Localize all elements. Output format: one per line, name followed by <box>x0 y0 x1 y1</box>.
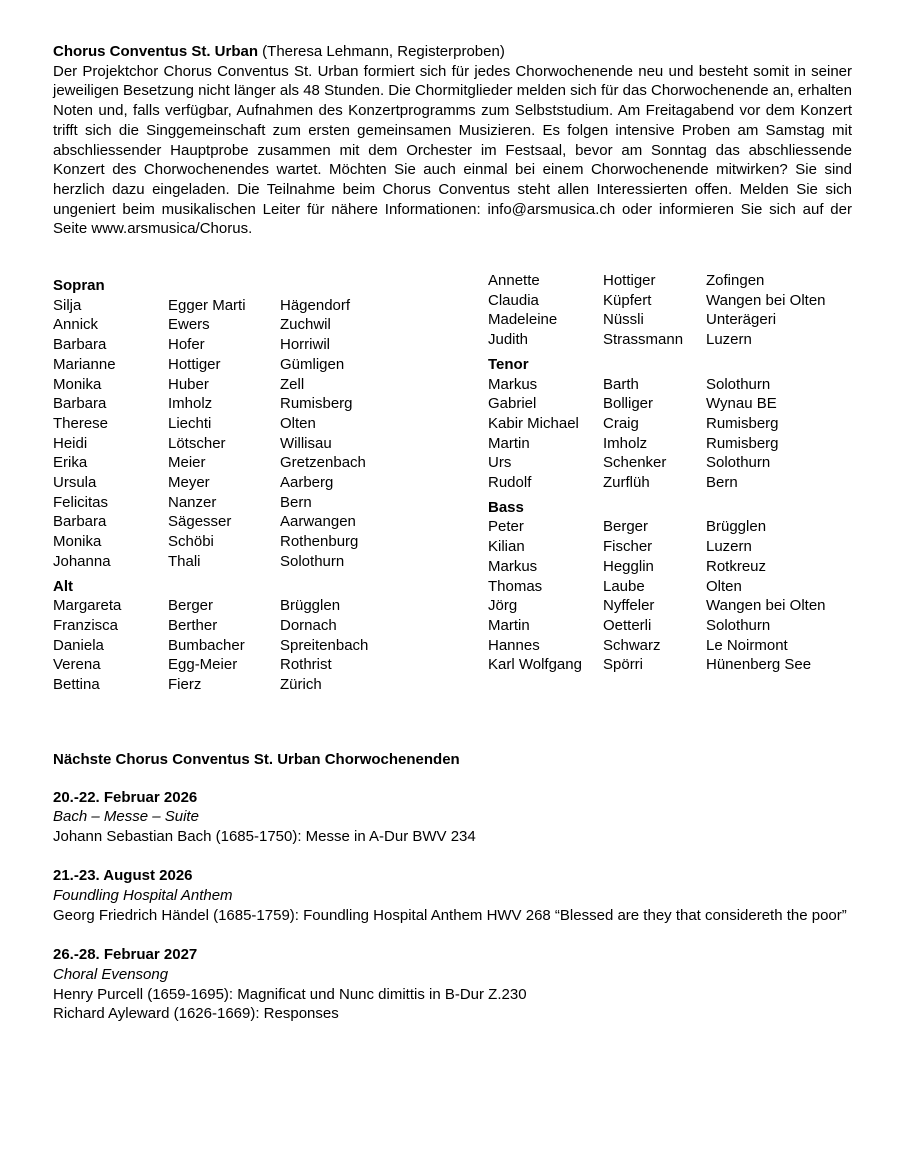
member-row <box>488 375 852 395</box>
member-row <box>488 636 852 656</box>
member-city: Rumisberg <box>706 414 779 432</box>
voice-section-header: Sopran <box>53 277 105 295</box>
member-first-name: Barbara <box>53 395 107 413</box>
member-city: Rumisberg <box>280 395 353 413</box>
member-first-name: Peter <box>488 518 524 536</box>
event <box>53 866 852 925</box>
member-city: Zell <box>280 375 305 393</box>
member-row <box>53 552 488 572</box>
member-row <box>53 453 488 473</box>
member-row <box>53 493 488 513</box>
event-work: Johann Sebastian Bach (1685-1750): Messe in A-Dur BWV 234 <box>53 827 476 845</box>
member-last-name: Berger <box>603 518 649 536</box>
member-last-name: Lötscher <box>168 434 226 452</box>
member-last-name: Liechti <box>168 414 212 432</box>
member-last-name: Schöbi <box>168 533 214 551</box>
member-first-name: Martin <box>488 434 530 452</box>
member-last-name: Bumbacher <box>168 636 245 654</box>
member-first-name: Bettina <box>53 676 100 694</box>
member-row <box>53 532 488 552</box>
member-last-name: Egg-Meier <box>168 656 238 674</box>
member-last-name: Egger Marti <box>168 296 246 314</box>
member-first-name: Jörg <box>488 597 518 615</box>
member-city: Zofingen <box>706 272 765 290</box>
member-city: Hägendorf <box>280 296 351 314</box>
member-city: Rothenburg <box>280 533 359 551</box>
member-row <box>488 291 852 311</box>
upcoming-section <box>53 750 852 1024</box>
member-last-name: Thali <box>168 552 201 570</box>
event-work: Henry Purcell (1659-1695): Magnificat und Nunc dimittis in B-Dur Z.230 <box>53 985 527 1003</box>
upcoming-heading: Nächste Chorus Conventus St. Urban Chorwochenenden <box>53 750 460 768</box>
member-first-name: Markus <box>488 557 538 575</box>
member-last-name: Fierz <box>168 676 202 694</box>
member-last-name: Berther <box>168 616 218 634</box>
member-first-name: Monika <box>53 375 102 393</box>
member-row <box>488 655 852 675</box>
member-row <box>488 330 852 350</box>
choir-name: Chorus Conventus St. Urban <box>53 43 259 60</box>
member-row <box>488 271 852 291</box>
member-city: Olten <box>280 414 316 432</box>
member-city: Wangen bei Olten <box>706 291 826 309</box>
member-last-name: Oetterli <box>603 616 652 634</box>
member-city: Gümligen <box>280 355 345 373</box>
member-first-name: Rudolf <box>488 474 532 492</box>
member-city: Unterägeri <box>706 311 777 329</box>
member-first-name: Monika <box>53 533 102 551</box>
member-city: Brügglen <box>280 597 341 615</box>
member-last-name: Hegglin <box>603 557 654 575</box>
member-last-name: Nanzer <box>168 493 217 511</box>
member-last-name: Schwarz <box>603 636 661 654</box>
member-first-name: Kabir Michael <box>488 414 579 432</box>
event-title: Bach – Messe – Suite <box>53 808 199 826</box>
member-first-name: Madeleine <box>488 311 558 329</box>
member-first-name: Felicitas <box>53 493 109 511</box>
member-last-name: Hottiger <box>603 272 656 290</box>
member-row <box>53 296 488 316</box>
member-last-name: Sägesser <box>168 513 232 531</box>
event-date: 20.-22. Februar 2026 <box>53 788 198 806</box>
member-row <box>53 616 488 636</box>
member-row <box>53 355 488 375</box>
member-first-name: Silja <box>53 296 82 314</box>
member-city: Wangen bei Olten <box>706 597 826 615</box>
member-last-name: Meyer <box>168 474 210 492</box>
member-row <box>488 394 852 414</box>
member-city: Solothurn <box>280 552 345 570</box>
member-first-name: Franzisca <box>53 616 119 634</box>
member-first-name: Judith <box>488 331 529 349</box>
member-last-name: Nüssli <box>603 311 644 329</box>
member-row <box>488 557 852 577</box>
member-row <box>53 414 488 434</box>
member-row <box>53 375 488 395</box>
member-row <box>53 335 488 355</box>
voice-section-header: Bass <box>488 498 524 516</box>
member-city: Willisau <box>280 434 332 452</box>
member-row <box>53 655 488 675</box>
member-city: Zürich <box>280 676 322 694</box>
member-row <box>488 414 852 434</box>
member-row <box>53 473 488 493</box>
member-city: Solothurn <box>706 454 771 472</box>
member-row <box>488 517 852 537</box>
member-row <box>488 434 852 454</box>
member-last-name: Huber <box>168 375 209 393</box>
member-last-name: Zurflüh <box>603 474 650 492</box>
member-row <box>53 675 488 695</box>
member-last-name: Nyffeler <box>603 597 655 615</box>
member-city: Le Noirmont <box>706 636 788 654</box>
member-first-name: Barbara <box>53 513 107 531</box>
member-first-name: Markus <box>488 375 538 393</box>
intro-title <box>53 42 852 62</box>
member-city: Solothurn <box>706 375 771 393</box>
member-first-name: Heidi <box>53 434 88 452</box>
member-first-name: Erika <box>53 454 88 472</box>
event-title: Choral Evensong <box>53 965 169 983</box>
member-city: Rothrist <box>280 656 332 674</box>
member-last-name: Imholz <box>603 434 648 452</box>
event-title: Foundling Hospital Anthem <box>53 887 233 904</box>
member-last-name: Craig <box>603 414 639 432</box>
member-row <box>53 596 488 616</box>
event-date: 21.-23. August 2026 <box>53 867 193 885</box>
members-section <box>53 272 852 695</box>
members-column-left <box>53 276 488 695</box>
member-city: Aarwangen <box>280 513 356 531</box>
member-last-name: Bolliger <box>603 395 654 413</box>
member-row <box>53 636 488 656</box>
member-city: Wynau BE <box>706 395 777 413</box>
member-first-name: Johanna <box>53 552 111 570</box>
event <box>53 788 852 847</box>
member-first-name: Marianne <box>53 355 116 373</box>
member-city: Aarberg <box>280 474 334 492</box>
member-row <box>488 577 852 597</box>
member-first-name: Hannes <box>488 636 540 654</box>
member-row <box>488 537 852 557</box>
member-first-name: Claudia <box>488 291 539 309</box>
member-first-name: Kilian <box>488 538 525 556</box>
member-city: Gretzenbach <box>280 454 366 472</box>
member-first-name: Ursula <box>53 474 97 492</box>
member-row <box>488 310 852 330</box>
member-first-name: Urs <box>488 454 512 472</box>
member-last-name: Ewers <box>168 316 210 334</box>
member-last-name: Laube <box>603 577 645 595</box>
member-last-name: Imholz <box>168 395 213 413</box>
member-first-name: Barbara <box>53 336 107 354</box>
member-city: Rumisberg <box>706 434 779 452</box>
member-last-name: Fischer <box>603 538 653 556</box>
member-last-name: Berger <box>168 597 214 615</box>
member-city: Bern <box>706 474 738 492</box>
member-row <box>488 453 852 473</box>
member-city: Olten <box>706 577 742 595</box>
member-row <box>53 512 488 532</box>
member-last-name: Strassmann <box>603 331 684 349</box>
member-row <box>53 434 488 454</box>
member-city: Hünenberg See <box>706 656 812 674</box>
member-first-name: Daniela <box>53 636 104 654</box>
member-first-name: Verena <box>53 656 101 674</box>
member-city: Dornach <box>280 616 337 634</box>
member-first-name: Gabriel <box>488 395 537 413</box>
voice-section-header: Tenor <box>488 355 529 373</box>
events-list <box>53 788 852 1024</box>
member-last-name: Küpfert <box>603 291 652 309</box>
choir-leader-note: (Theresa Lehmann, Registerproben) <box>258 43 505 60</box>
member-city: Rotkreuz <box>706 557 767 575</box>
member-last-name: Hottiger <box>168 355 221 373</box>
member-city: Zuchwil <box>280 316 331 334</box>
member-last-name: Spörri <box>603 656 644 674</box>
event <box>53 945 852 1024</box>
voice-section-header: Alt <box>53 577 73 595</box>
member-city: Bern <box>280 493 312 511</box>
member-row <box>53 315 488 335</box>
event-date: 26.-28. Februar 2027 <box>53 946 198 964</box>
event-work: Richard Ayleward (1626-1669): Responses <box>53 1005 339 1023</box>
member-city: Horriwil <box>280 336 330 354</box>
member-first-name: Thomas <box>488 577 543 595</box>
member-first-name: Margareta <box>53 597 122 615</box>
member-row <box>488 596 852 616</box>
member-first-name: Annette <box>488 272 540 290</box>
member-city: Luzern <box>706 331 752 349</box>
intro-paragraph: Der Projektchor Chorus Conventus St. Urban formiert sich für jedes Chorwochenende neu und besteht somit in seiner jeweiligen Besetzung nicht länger als 48 Stunden. Die Chormitglieder melden sich für das Chorwochenende an, erhalten Noten und, falls verfügbar, Aufnahmen des Konzertprogramms zum Selbststudium. Am Freitagabend vor dem Konzert trifft sich die Singgemeinschaft zum ersten gemeinsamen Musizieren. Es folgen intensive Proben am Samstag mit abschliessender Hauptprobe zusammen mit dem Orchester im Festsaal, bevor am Sonntag das abschliessende Konzert des Chorwochenendes wartet. Möchten Sie auch einmal bei einem Chorwochenende mitwirken? Sie sind herzlich dazu eingeladen. Die Teilnahme beim Chorus Conventus steht allen Interessierten offen. Melden Sie sich ungeniert beim musikalischen Leiter für nähere Informationen: info@arsmusica.ch oder informieren Sie sich auf der Seite www.arsmusica/Chorus. <box>53 62 852 238</box>
member-row <box>488 616 852 636</box>
member-last-name: Meier <box>168 454 206 472</box>
members-column-right <box>488 271 852 695</box>
member-row <box>53 394 488 414</box>
member-last-name: Schenker <box>603 454 667 472</box>
member-first-name: Karl Wolfgang <box>488 656 582 674</box>
intro-section <box>53 42 852 239</box>
member-city: Spreitenbach <box>280 636 369 654</box>
member-first-name: Martin <box>488 616 530 634</box>
event-work: Georg Friedrich Händel (1685-1759): Foundling Hospital Anthem HWV 268 “Blessed are they that considereth the poor” <box>53 906 847 924</box>
member-last-name: Hofer <box>168 336 205 354</box>
member-row <box>488 473 852 493</box>
member-first-name: Therese <box>53 414 109 432</box>
member-city: Luzern <box>706 538 752 556</box>
member-last-name: Barth <box>603 375 639 393</box>
member-city: Brügglen <box>706 518 767 536</box>
member-first-name: Annick <box>53 316 99 334</box>
member-city: Solothurn <box>706 616 771 634</box>
